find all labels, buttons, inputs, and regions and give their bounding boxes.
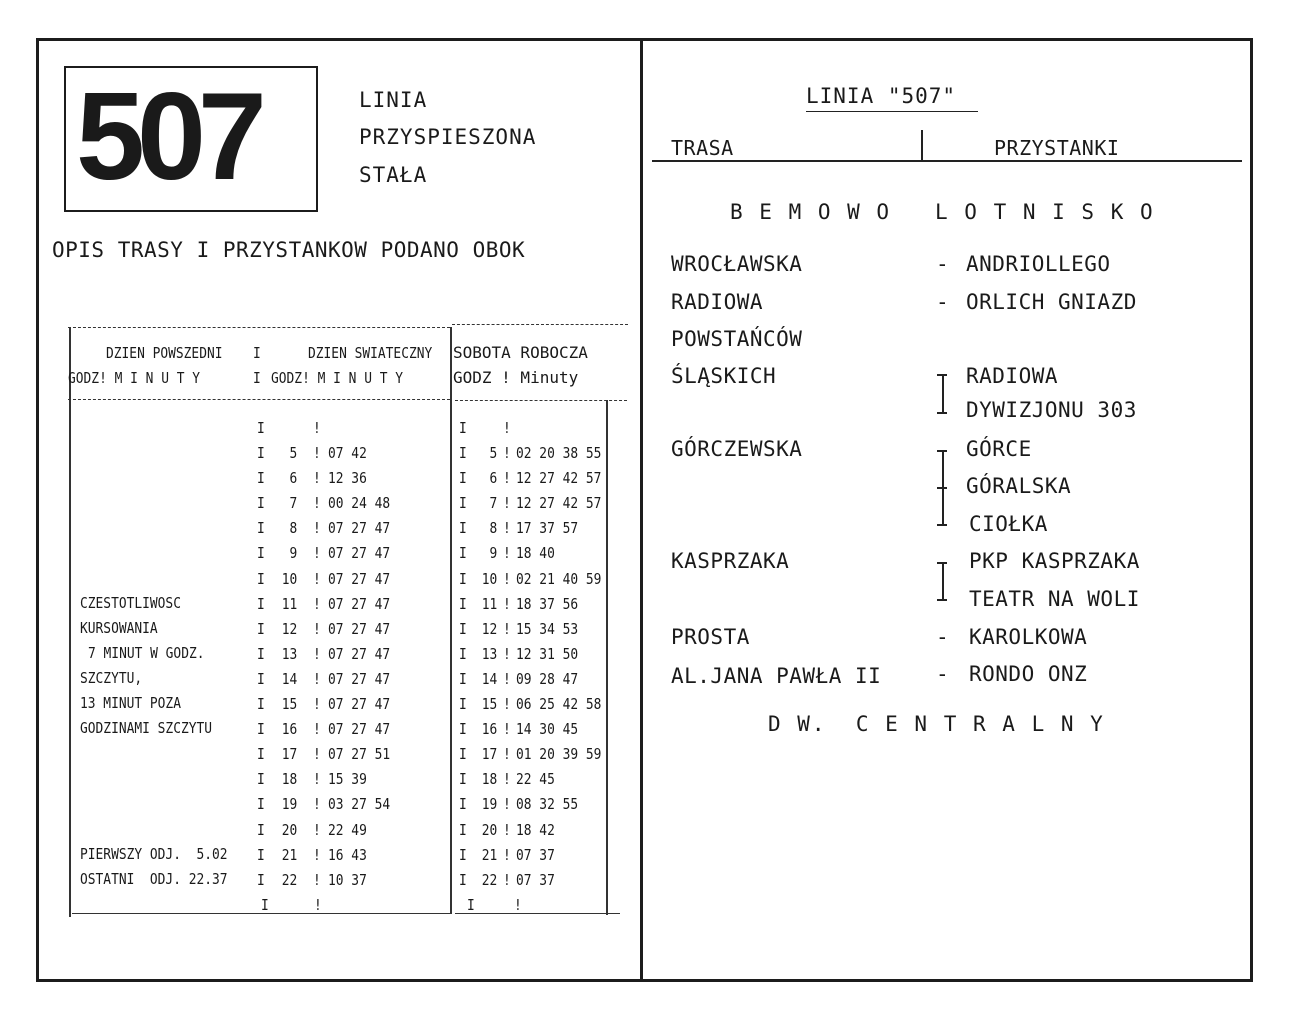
saturday-hour: 11: [474, 595, 498, 613]
header-separator: [921, 130, 923, 160]
street-radiowa: RADIOWA: [671, 290, 764, 314]
dash-mark: -: [936, 252, 950, 276]
col-sep: !: [313, 670, 321, 688]
last-departure: OSTATNI ODJ. 22.37: [80, 870, 228, 888]
saturday-hour: 17: [474, 745, 498, 763]
route-title: LINIA "507": [806, 84, 957, 108]
weekday-minutes: 07 27 47: [328, 695, 391, 713]
saturday-minutes: 12 27 42 57: [516, 469, 602, 487]
saturday-minutes: 22 45: [516, 770, 555, 788]
col-sep: !: [503, 645, 511, 663]
stop-gorce: GÓRCE: [966, 437, 1032, 461]
col-sep: !: [503, 519, 511, 537]
weekday-hour: 7: [274, 494, 298, 512]
stop-andriollego: ANDRIOLLEGO: [966, 252, 1111, 276]
col-sep: I: [257, 846, 265, 864]
timetable-header-rule: [68, 399, 450, 400]
saturday-hour: 8: [474, 519, 498, 537]
col-sep: !: [313, 444, 321, 462]
saturday-minutes: 08 32 55: [516, 795, 579, 813]
saturday-hour: 20: [474, 821, 498, 839]
freq-line-1: CZESTOTLIWOSC: [80, 594, 181, 612]
line-number: 507: [76, 68, 259, 206]
dash-mark: -: [936, 625, 950, 649]
col-sep: !: [313, 544, 321, 562]
weekday-minutes: 15 39: [328, 770, 367, 788]
heading-przyspieszona: PRZYSPIESZONA: [359, 125, 537, 149]
stop-ciolka: CIOŁKA: [969, 512, 1048, 536]
weekday-minutes: 16 43: [328, 846, 367, 864]
col-sep: !: [313, 770, 321, 788]
saturday-hour: 18: [474, 770, 498, 788]
stop-orlich-gniazd: ORLICH GNIAZD: [966, 290, 1137, 314]
col-sep: I: [253, 369, 261, 387]
col-sep: I: [459, 821, 467, 839]
bracket-tick: [937, 524, 947, 526]
stop-karolkowa: KAROLKOWA: [969, 625, 1088, 649]
col-sep: !: [503, 846, 511, 864]
saturday-minutes: 07 37: [516, 846, 555, 864]
col-sep: I: [257, 821, 265, 839]
panel-divider: [640, 38, 643, 982]
col-sep: I: [459, 770, 467, 788]
saturday-subheader: GODZ ! Minuty: [453, 368, 579, 387]
street-jana-pawla: AL.JANA PAWŁA II: [671, 664, 882, 688]
weekday-hour: 21: [274, 846, 298, 864]
col-sep: I: [257, 695, 265, 713]
saturday-hour: 6: [474, 469, 498, 487]
bracket-tick: [937, 412, 947, 414]
weekday-minutes: 07 42: [328, 444, 367, 462]
col-sep: I: [257, 419, 265, 437]
weekday-minutes: 07 27 51: [328, 745, 391, 763]
col-sep: I: [257, 494, 265, 512]
weekday-hour: 17: [274, 745, 298, 763]
col-sep: I: [257, 745, 265, 763]
col-sep: I: [459, 419, 467, 437]
street-powstancow: POWSTAŃCÓW: [671, 327, 803, 351]
col-sep: !: [313, 846, 321, 864]
weekday-minutes: 07 27 47: [328, 620, 391, 638]
saturday-bottom-rule: [455, 913, 620, 914]
col-sep: !: [313, 871, 321, 889]
freq-line-6: GODZINAMI SZCZYTU: [80, 719, 213, 737]
saturday-hour: 13: [474, 645, 498, 663]
col-sep: I: [459, 871, 467, 889]
first-departure: PIERWSZY ODJ. 5.02: [80, 845, 228, 863]
weekday-minutes: 07 27 47: [328, 645, 391, 663]
saturday-hour: 14: [474, 670, 498, 688]
weekday-minutes: 07 27 47: [328, 519, 391, 537]
saturday-minutes: 06 25 42 58: [516, 695, 602, 713]
saturday-minutes: 12 31 50: [516, 645, 579, 663]
col-sep: I: [257, 620, 265, 638]
freq-line-3: 7 MINUT W GODZ.: [88, 644, 205, 662]
weekday-hour: 13: [274, 645, 298, 663]
weekday-minutes: 07 27 47: [328, 570, 391, 588]
weekday-hour: 19: [274, 795, 298, 813]
saturday-hour: 15: [474, 695, 498, 713]
col-sep: !: [503, 720, 511, 738]
col-sep: I: [257, 444, 265, 462]
saturday-hour: 22: [474, 871, 498, 889]
stop-goralska: GÓRALSKA: [966, 474, 1072, 498]
dash-mark: -: [936, 662, 950, 686]
col-route: TRASA: [671, 136, 734, 160]
col-sep: !: [313, 645, 321, 663]
weekday-minutes: 00 24 48: [328, 494, 391, 512]
weekday-hour: 15: [274, 695, 298, 713]
col-sep: I: [459, 544, 467, 562]
saturday-minutes: 12 27 42 57: [516, 494, 602, 512]
weekday-hour: 22: [274, 871, 298, 889]
col-sep: I: [257, 871, 265, 889]
stop-dywizjonu: DYWIZJONU 303: [966, 398, 1137, 422]
freq-line-5: 13 MINUT POZA: [80, 694, 181, 712]
col-sep: I: [257, 720, 265, 738]
weekday-hour: 11: [274, 595, 298, 613]
col-sep: I: [459, 444, 467, 462]
col-sep: !: [503, 745, 511, 763]
weekday-hour: 14: [274, 670, 298, 688]
freq-line-2: KURSOWANIA: [80, 619, 158, 637]
col-sep: !: [313, 570, 321, 588]
bracket-kasprzaka: [942, 562, 944, 601]
col-sep: I: [459, 645, 467, 663]
saturday-minutes: 17 37 57: [516, 519, 579, 537]
weekday-minutes: 10 37: [328, 871, 367, 889]
weekday-hour: 8: [274, 519, 298, 537]
col-sep: !: [313, 620, 321, 638]
col-sep: !: [503, 595, 511, 613]
col-sep: !: [503, 620, 511, 638]
col-sep: !: [503, 494, 511, 512]
col-sep: !: [313, 519, 321, 537]
col-sep: !: [313, 595, 321, 613]
weekday-header: DZIEN POWSZEDNI: [106, 344, 223, 362]
saturday-minutes: 18 42: [516, 821, 555, 839]
saturday-hour: 10: [474, 570, 498, 588]
col-sep: I: [459, 494, 467, 512]
col-sep: I: [459, 745, 467, 763]
header-rule: [652, 160, 1242, 162]
col-sep: I: [459, 620, 467, 638]
saturday-hour: 7: [474, 494, 498, 512]
saturday-hour: 16: [474, 720, 498, 738]
weekday-minutes: 07 27 47: [328, 720, 391, 738]
col-sep: I: [459, 519, 467, 537]
col-sep: I: [459, 595, 467, 613]
saturday-top-rule: [452, 324, 628, 325]
col-sep: I: [257, 795, 265, 813]
street-gorczewska: GÓRCZEWSKA: [671, 437, 803, 461]
col-sep: I: [459, 795, 467, 813]
weekday-minutes: 03 27 54: [328, 795, 391, 813]
saturday-minutes: 02 20 38 55: [516, 444, 602, 462]
saturday-hour: 19: [474, 795, 498, 813]
col-sep: !: [503, 821, 511, 839]
weekday-minutes: 22 49: [328, 821, 367, 839]
stop-rondo-onz: RONDO ONZ: [969, 662, 1088, 686]
saturday-minutes: 18 40: [516, 544, 555, 562]
col-sep: I: [459, 570, 467, 588]
col-sep: I: [257, 595, 265, 613]
dash-mark: -: [936, 290, 950, 314]
weekday-hour: 20: [274, 821, 298, 839]
col-stops: PRZYSTANKI: [994, 136, 1120, 160]
weekday-minutes: 07 27 47: [328, 544, 391, 562]
timetable-top-rule: [68, 327, 450, 328]
saturday-header-rule: [455, 400, 627, 401]
weekday-minutes: 12 36: [328, 469, 367, 487]
heading-linia: LINIA: [359, 88, 428, 112]
street-prosta: PROSTA: [671, 625, 750, 649]
weekday-hour: 6: [274, 469, 298, 487]
col-sep: I: [257, 469, 265, 487]
col-sep: !: [313, 745, 321, 763]
col-sep: !: [503, 444, 511, 462]
route-title-underline: [806, 111, 978, 112]
street-kasprzaka: KASPRZAKA: [671, 549, 790, 573]
col-sep: !: [313, 494, 321, 512]
col-sep: !: [313, 720, 321, 738]
stop-radiowa: RADIOWA: [966, 364, 1059, 388]
col-sep: !: [503, 670, 511, 688]
weekday-hour: 10: [274, 570, 298, 588]
col-sep: !: [313, 469, 321, 487]
route-end: D W. C E N T R A L N Y: [768, 712, 1105, 736]
weekday-hour: 9: [274, 544, 298, 562]
weekday-hour: 16: [274, 720, 298, 738]
route-start: B E M O W O L O T N I S K O: [730, 200, 1155, 224]
godz-label-left: GODZ! M I N U T Y: [68, 369, 201, 387]
godz-minuty-header: GODZ! M I N U T Y: [271, 369, 404, 387]
col-sep: !: [503, 544, 511, 562]
bracket-tick: [937, 599, 947, 601]
col-sep: I: [257, 544, 265, 562]
weekday-minutes: 07 27 47: [328, 595, 391, 613]
saturday-hour: 5: [474, 444, 498, 462]
col-sep: I: [257, 670, 265, 688]
col-sep: I: [257, 519, 265, 537]
col-sep: I: [467, 896, 475, 914]
saturday-minutes: 07 37: [516, 871, 555, 889]
bracket-tick: [937, 487, 947, 489]
col-sep: I: [459, 846, 467, 864]
saturday-minutes: 14 30 45: [516, 720, 579, 738]
timetable-mid-border: [450, 327, 452, 914]
saturday-minutes: 18 37 56: [516, 595, 579, 613]
heading-stala: STAŁA: [359, 163, 428, 187]
col-sep: !: [313, 419, 321, 437]
bracket-tick: [937, 562, 947, 564]
street-slaskich: ŚLĄSKICH: [671, 364, 777, 388]
saturday-minutes: 01 20 39 59: [516, 745, 602, 763]
col-sep: !: [503, 469, 511, 487]
saturday-minutes: 09 28 47: [516, 670, 579, 688]
col-sep: I: [459, 670, 467, 688]
bracket-tick: [937, 374, 947, 376]
col-sep: I: [257, 645, 265, 663]
col-sep: I: [253, 344, 261, 362]
weekday-hour: 18: [274, 770, 298, 788]
holiday-header: DZIEN SWIATECZNY: [308, 344, 433, 362]
saturday-hour: 21: [474, 846, 498, 864]
col-sep: !: [503, 419, 511, 437]
col-sep: !: [314, 896, 322, 914]
weekday-minutes: 07 27 47: [328, 670, 391, 688]
col-sep: !: [514, 896, 522, 914]
street-wroclawska: WROCŁAWSKA: [671, 252, 803, 276]
saturday-minutes: 15 34 53: [516, 620, 579, 638]
col-sep: !: [313, 795, 321, 813]
col-sep: I: [459, 695, 467, 713]
col-sep: I: [257, 770, 265, 788]
saturday-minutes: 02 21 40 59: [516, 570, 602, 588]
col-sep: !: [503, 695, 511, 713]
saturday-right-border: [606, 400, 608, 915]
bracket-slaskich: [942, 374, 944, 414]
stop-pkp-kasprzaka: PKP KASPRZAKA: [969, 549, 1140, 573]
bracket-tick: [937, 450, 947, 452]
col-sep: I: [459, 469, 467, 487]
col-sep: !: [503, 770, 511, 788]
col-sep: I: [459, 720, 467, 738]
col-sep: I: [261, 896, 269, 914]
col-sep: !: [503, 570, 511, 588]
col-sep: !: [503, 795, 511, 813]
stop-teatr-na-woli: TEATR NA WOLI: [969, 587, 1140, 611]
saturday-hour: 9: [474, 544, 498, 562]
saturday-header: SOBOTA ROBOCZA: [453, 343, 588, 362]
col-sep: !: [313, 695, 321, 713]
timetable-left-border: [69, 327, 71, 917]
weekday-hour: 12: [274, 620, 298, 638]
saturday-hour: 12: [474, 620, 498, 638]
col-sep: !: [503, 871, 511, 889]
col-sep: !: [313, 821, 321, 839]
route-description: OPIS TRASY I PRZYSTANKOW PODANO OBOK: [52, 238, 526, 262]
col-sep: I: [257, 570, 265, 588]
freq-line-4: SZCZYTU,: [80, 669, 143, 687]
weekday-hour: 5: [274, 444, 298, 462]
